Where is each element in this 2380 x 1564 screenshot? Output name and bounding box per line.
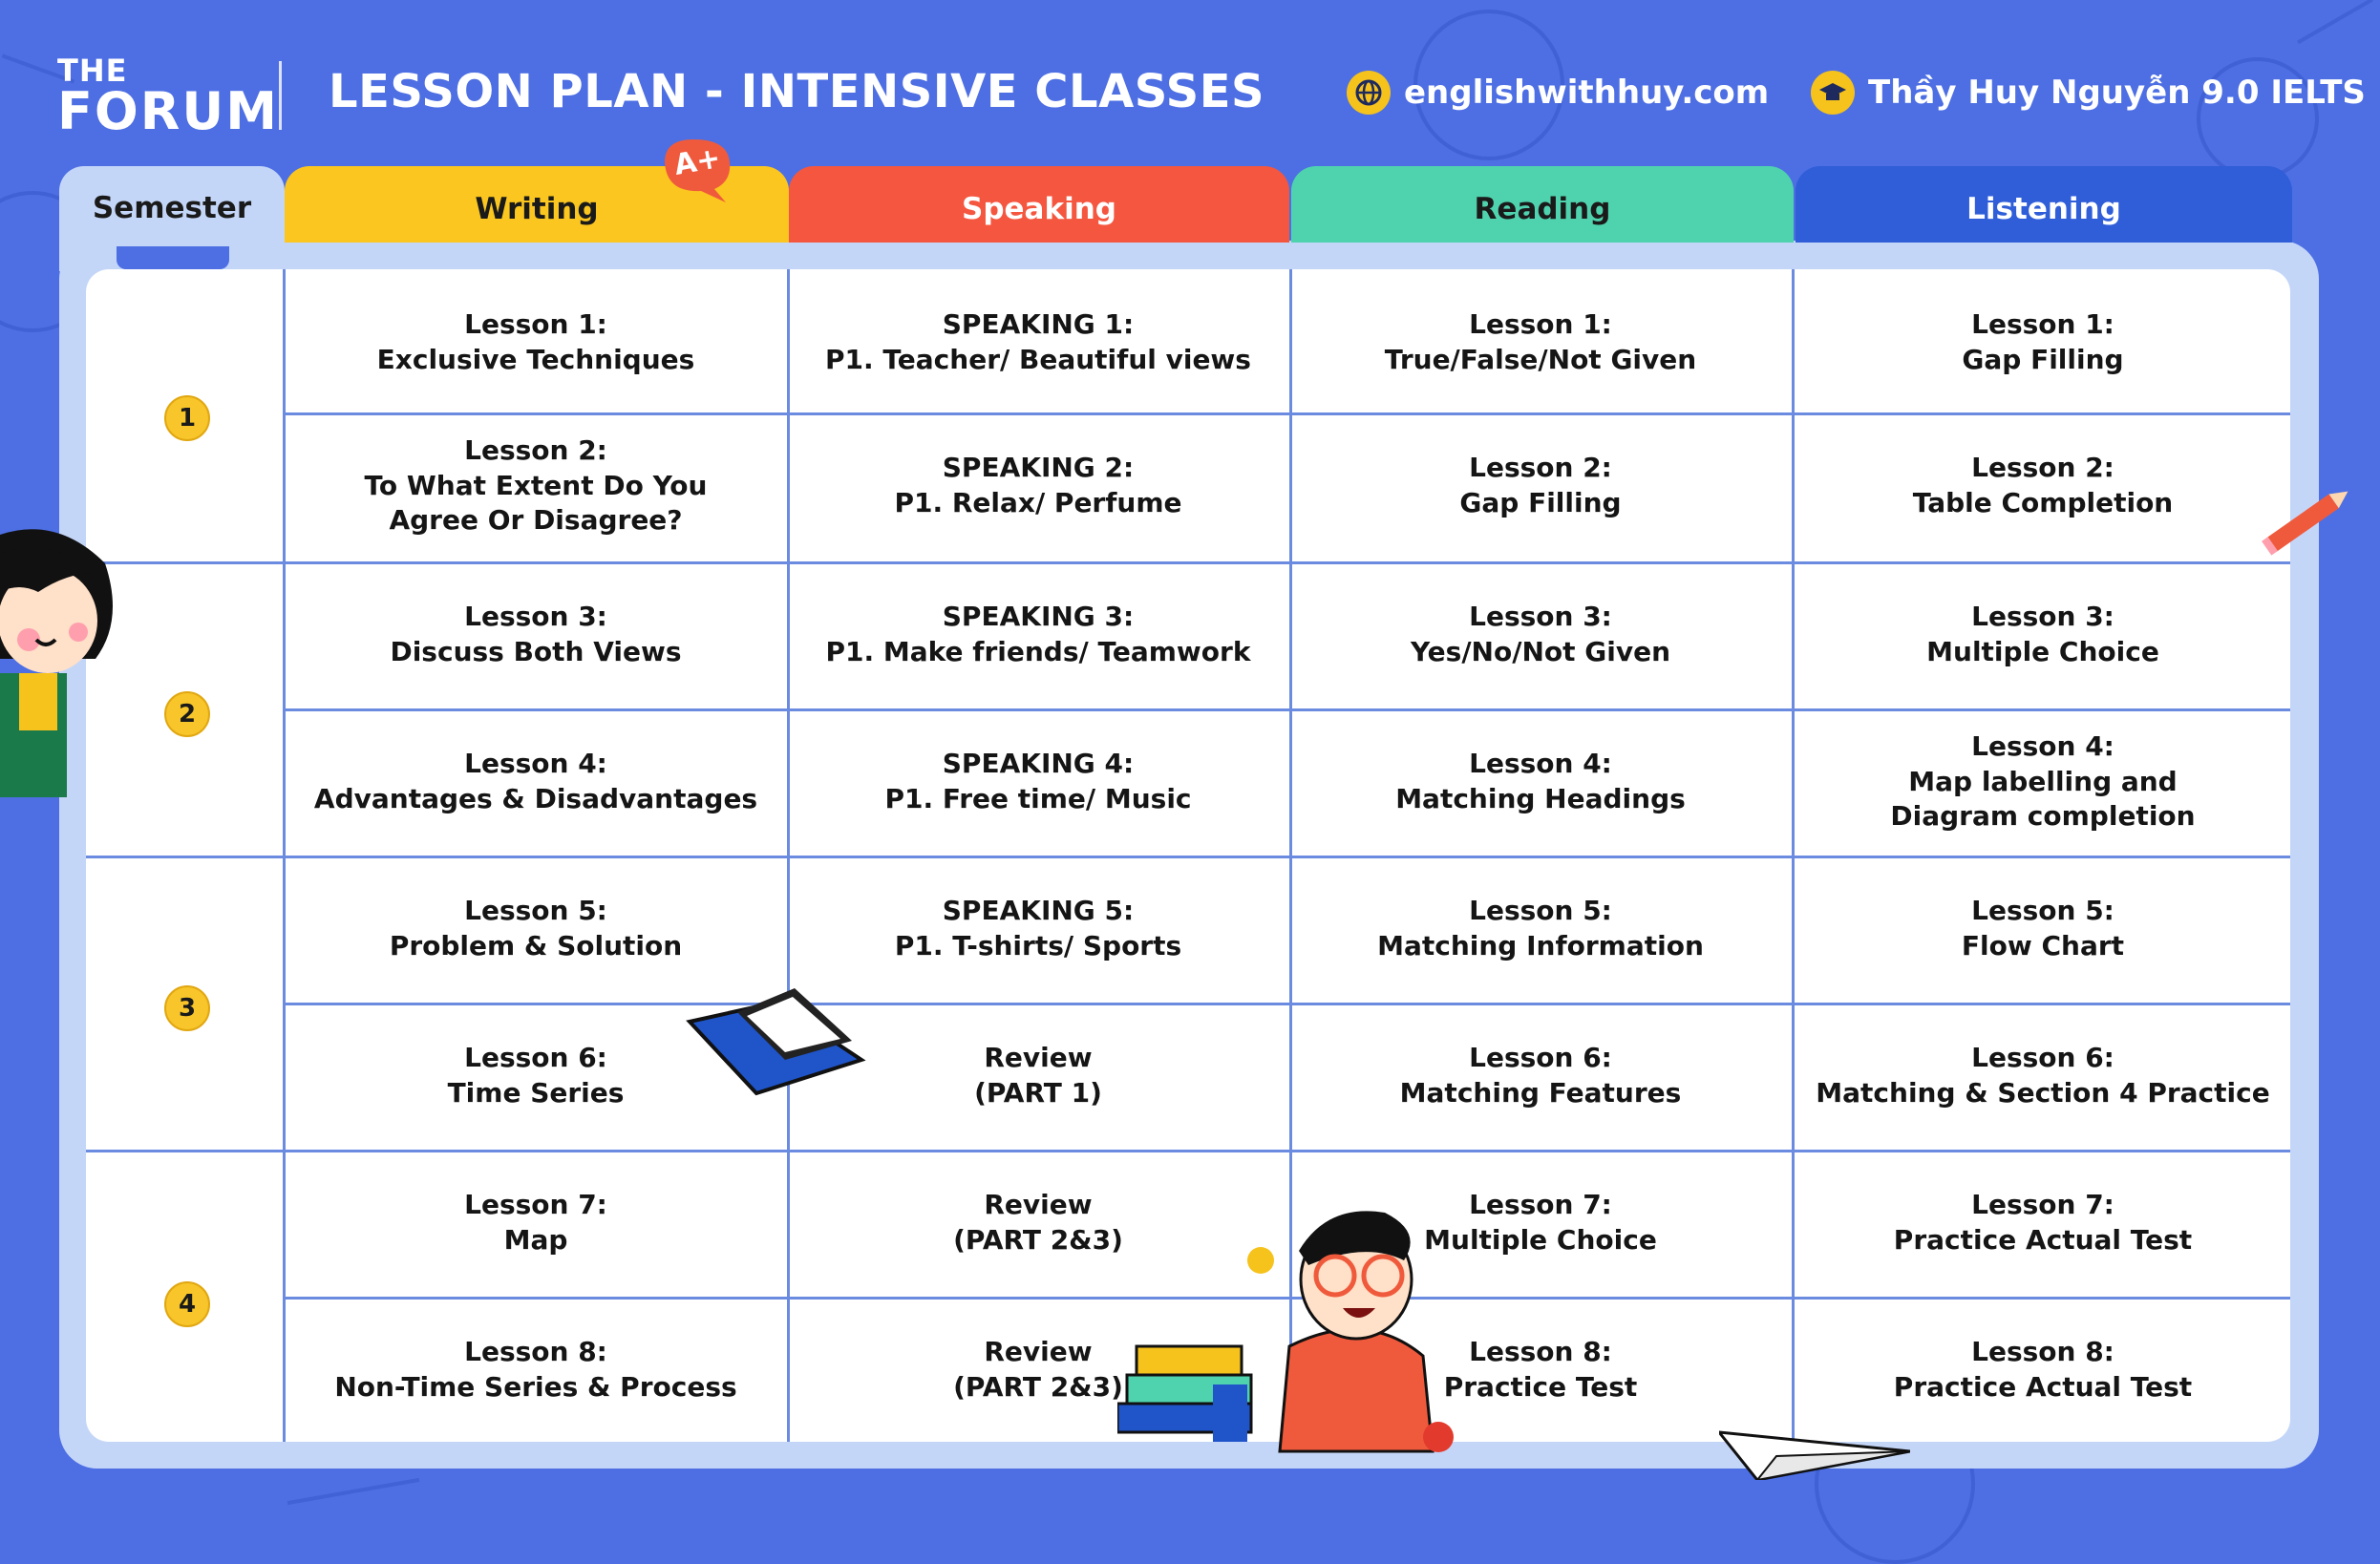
lesson-topic: Multiple Choice [1424, 1224, 1657, 1256]
lesson-number: Lesson 8: [464, 1336, 607, 1368]
lesson-cell-listening [1794, 414, 2292, 558]
lesson-topic: Practice Actual Test [1893, 1371, 2193, 1403]
lesson-topic: Map [503, 1224, 568, 1256]
tab-speaking[interactable]: Speaking [789, 166, 1289, 243]
lesson-number: Lesson 4: [1469, 748, 1612, 780]
semester-notch [117, 246, 229, 269]
lesson-cell-writing [287, 857, 785, 1001]
lesson-topic: Flow Chart [1961, 930, 2125, 962]
lesson-number: Lesson 7: [1469, 1189, 1612, 1221]
lesson-number: Lesson 8: [1971, 1336, 2114, 1368]
lesson-number: Lesson 3: [464, 601, 607, 633]
lesson-topic: To What Extent Do You [364, 469, 708, 501]
lesson-topic: (PART 2&3) [953, 1371, 1123, 1403]
lesson-cell-speaking [789, 563, 1287, 707]
lesson-number: Lesson 1: [1971, 308, 2114, 341]
lesson-topic: Agree Or Disagree? [389, 504, 683, 537]
a-plus-text: A+ [671, 141, 724, 182]
lesson-topic: Gap Filling [1962, 344, 2124, 375]
lesson-cell-reading [1291, 1004, 1790, 1148]
lesson-topic: (PART 1) [974, 1077, 1102, 1109]
lesson-number: Lesson 3: [1469, 601, 1612, 633]
lesson-topic: Problem & Solution [389, 930, 683, 962]
lesson-number: SPEAKING 5: [942, 895, 1135, 927]
girl-illustration [0, 516, 115, 802]
lesson-cell-speaking [789, 710, 1287, 854]
lesson-number: Lesson 7: [1971, 1189, 2114, 1221]
lesson-topic: Exclusive Techniques [376, 344, 695, 375]
page-title: LESSON PLAN - INTENSIVE CLASSES [329, 65, 1265, 118]
lesson-number: Lesson 7: [464, 1189, 607, 1221]
lesson-topic: Practice Test [1443, 1371, 1638, 1403]
boy-reading-illustration [1117, 1194, 1519, 1480]
lesson-cell-listening [1794, 563, 2292, 707]
lesson-number: Lesson 5: [464, 895, 607, 927]
lesson-cell-reading [1291, 857, 1790, 1001]
lesson-cell-writing [287, 1152, 785, 1295]
tab-listening[interactable]: Listening [1796, 166, 2292, 243]
logo-the: THE [57, 53, 128, 89]
lesson-topic: Matching Information [1377, 930, 1704, 962]
lesson-number: Lesson 5: [1469, 895, 1612, 927]
teacher-info [1811, 71, 2366, 115]
semester-number: 2 [164, 691, 210, 737]
background-line-decoration [287, 1478, 420, 1505]
teacher-text: Thầy Huy Nguyễn 9.0 IELTS [1868, 74, 2366, 112]
lesson-topic: Matching Headings [1395, 783, 1686, 814]
pencil-icon [2254, 477, 2359, 563]
lesson-topic: Gap Filling [1459, 487, 1622, 518]
lesson-number: Lesson 8: [1469, 1336, 1612, 1368]
lesson-topic: Time Series [447, 1077, 625, 1109]
lesson-cell-listening [1794, 271, 2292, 414]
semester-header: Semester [59, 166, 285, 271]
website-text: englishwithhuy.com [1404, 74, 1770, 112]
lesson-cell-speaking [789, 414, 1287, 558]
background-line-decoration [2297, 0, 2373, 44]
lesson-topic: Discuss Both Views [390, 636, 682, 667]
lesson-topic: (PART 2&3) [953, 1224, 1123, 1256]
lesson-cell-writing [287, 1299, 785, 1442]
lesson-topic: Non-Time Series & Process [334, 1371, 737, 1403]
globe-icon [1347, 71, 1391, 115]
lesson-number: Lesson 1: [1469, 308, 1612, 341]
lesson-topic: Matching Features [1399, 1077, 1682, 1109]
a-plus-badge [659, 134, 741, 206]
semester-number: 1 [164, 395, 210, 441]
lesson-number: Lesson 2: [464, 433, 607, 466]
lesson-number: Lesson 1: [464, 308, 607, 341]
lesson-number: Lesson 5: [1971, 895, 2114, 927]
lesson-topic: P1. Relax/ Perfume [894, 487, 1182, 518]
lesson-number: Lesson 2: [1971, 452, 2114, 484]
lesson-topic: Multiple Choice [1926, 636, 2159, 667]
lesson-number: Lesson 6: [464, 1042, 607, 1074]
lesson-topic: Practice Actual Test [1893, 1224, 2193, 1256]
website-link[interactable] [1347, 71, 1769, 115]
lesson-cell-reading [1291, 710, 1790, 854]
lesson-number: Lesson 4: [464, 748, 607, 780]
lesson-cell-listening [1794, 710, 2292, 854]
lesson-cell-speaking [789, 857, 1287, 1001]
logo-forum: FORUM [57, 81, 279, 141]
lesson-topic: P1. Free time/ Music [884, 783, 1192, 814]
lesson-topic: Matching & Section 4 Practice [1816, 1077, 2270, 1109]
lesson-cell-writing [287, 710, 785, 854]
the-forum-logo [57, 53, 279, 141]
lesson-cell-writing [287, 563, 785, 707]
lesson-number: Lesson 2: [1469, 452, 1612, 484]
lesson-cell-reading [1291, 414, 1790, 558]
header-divider [279, 61, 282, 130]
lesson-topic: Diagram completion [1890, 800, 2196, 833]
lesson-number: Review [984, 1336, 1093, 1368]
lesson-topic: P1. Make friends/ Teamwork [825, 636, 1251, 667]
lesson-number: SPEAKING 4: [942, 748, 1135, 780]
lesson-number: SPEAKING 1: [942, 308, 1135, 341]
lesson-number: Review [984, 1189, 1093, 1221]
lesson-cell-writing [287, 414, 785, 558]
lesson-number: SPEAKING 3: [942, 601, 1135, 633]
lesson-cell-reading [1291, 271, 1790, 414]
lesson-topic: Map labelling and [1908, 765, 2178, 797]
lesson-topic: Advantages & Disadvantages [313, 783, 758, 814]
lesson-number: Lesson 6: [1971, 1042, 2114, 1074]
lesson-number: Lesson 3: [1971, 601, 2114, 633]
lesson-cell-writing [287, 271, 785, 414]
paper-plane-icon [1719, 1413, 1910, 1480]
lesson-number: Lesson 4: [1971, 729, 2114, 762]
tab-reading[interactable]: Reading [1291, 166, 1794, 243]
lesson-topic: True/False/Not Given [1384, 344, 1697, 375]
lesson-topic: P1. T-shirts/ Sports [894, 930, 1182, 962]
tab-writing[interactable]: Writing [285, 166, 789, 243]
lesson-topic: Table Completion [1912, 487, 2174, 518]
lesson-number: Review [984, 1042, 1093, 1074]
lesson-cell-listening [1794, 857, 2292, 1001]
lesson-cell-reading [1291, 563, 1790, 707]
lesson-topic: P1. Teacher/ Beautiful views [825, 344, 1251, 375]
semester-number: 3 [164, 985, 210, 1031]
lesson-topic: Yes/No/Not Given [1410, 636, 1671, 667]
lesson-number: Lesson 6: [1469, 1042, 1612, 1074]
lesson-cell-listening [1794, 1152, 2292, 1295]
semester-number: 4 [164, 1281, 210, 1327]
lesson-cell-speaking [789, 271, 1287, 414]
lesson-cell-listening [1794, 1004, 2292, 1148]
open-book-icon [680, 983, 871, 1098]
lesson-number: SPEAKING 2: [942, 452, 1135, 484]
graduation-cap-icon [1811, 71, 1855, 115]
